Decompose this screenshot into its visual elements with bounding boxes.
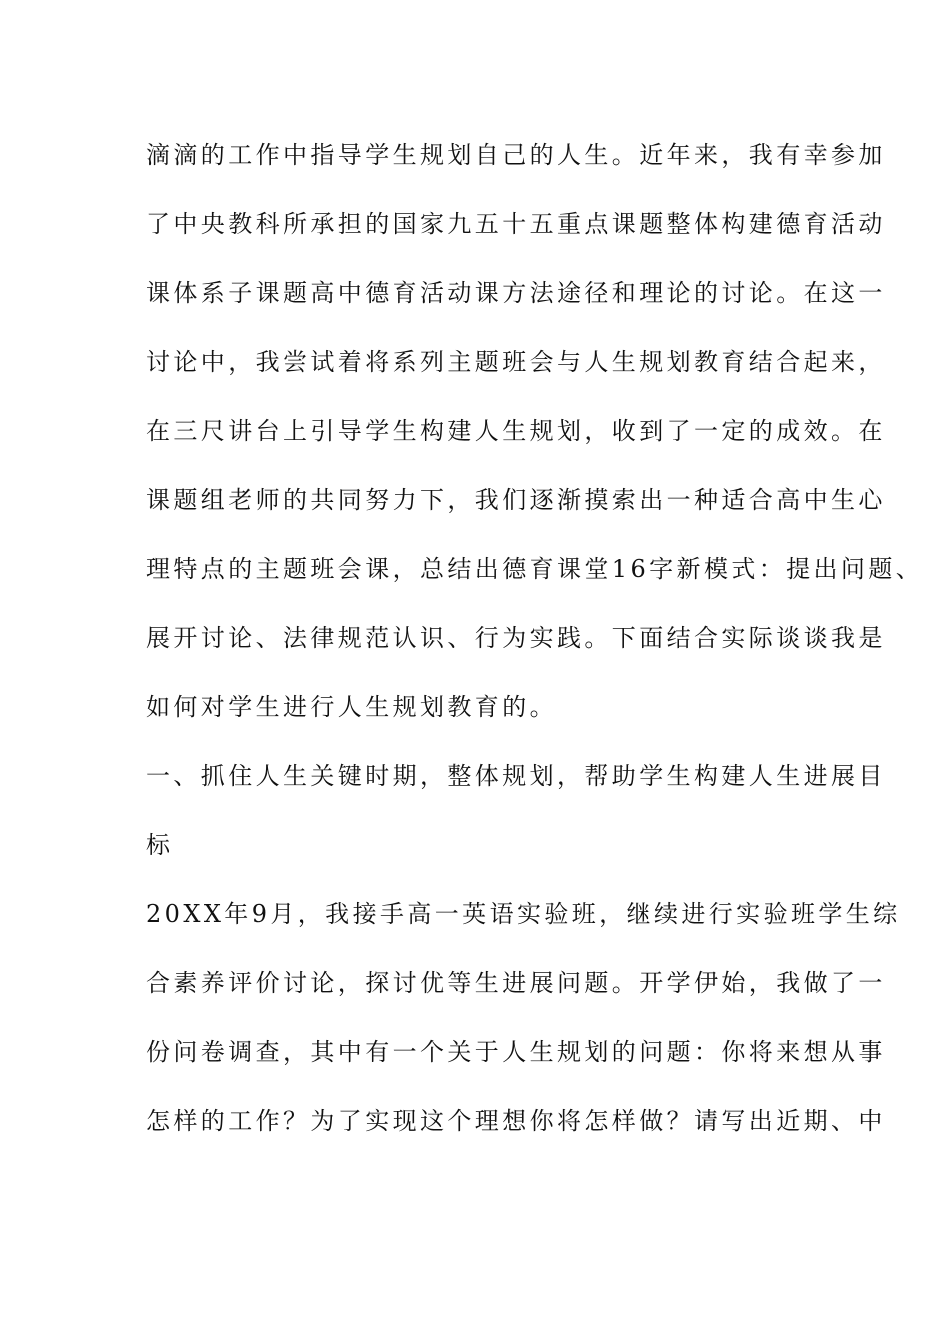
text-line: 课体系子课题高中德育活动课方法途径和理论的讨论。在这一 (146, 279, 886, 307)
text-line: 讨论中，我尝试着将系列主题班会与人生规划教育结合起来， (146, 348, 886, 376)
section-heading: 一、抓住人生关键时期，整体规划，帮助学生构建人生进展目 (146, 762, 886, 790)
text-line: 如何对学生进行人生规划教育的。 (146, 693, 557, 721)
text-line: 展开讨论、法律规范认识、行为实践。下面结合实际谈谈我是 (146, 624, 886, 652)
text-line: 怎样的工作？为了实现这个理想你将怎样做？请写出近期、中 (146, 1107, 886, 1135)
text-line: 合素养评价讨论，探讨优等生进展问题。开学伊始，我做了一 (146, 969, 886, 997)
text-line: 在三尺讲台上引导学生构建人生规划，收到了一定的成效。在 (146, 417, 886, 445)
text-line: 份问卷调查，其中有一个关于人生规划的问题：你将来想从事 (146, 1038, 886, 1066)
text-line: 滴滴的工作中指导学生规划自己的人生。近年来，我有幸参加 (146, 141, 886, 169)
text-line: 了中央教科所承担的国家九五十五重点课题整体构建德育活动 (146, 210, 886, 238)
text-line: 课题组老师的共同努力下，我们逐渐摸索出一种适合高中生心 (146, 486, 886, 514)
text-line: 理特点的主题班会课，总结出德育课堂16字新模式：提出问题、 (146, 555, 924, 583)
text-line: 20XX年9月，我接手高一英语实验班，继续进行实验班学生综 (146, 900, 901, 928)
section-heading-continued: 标 (146, 831, 174, 859)
